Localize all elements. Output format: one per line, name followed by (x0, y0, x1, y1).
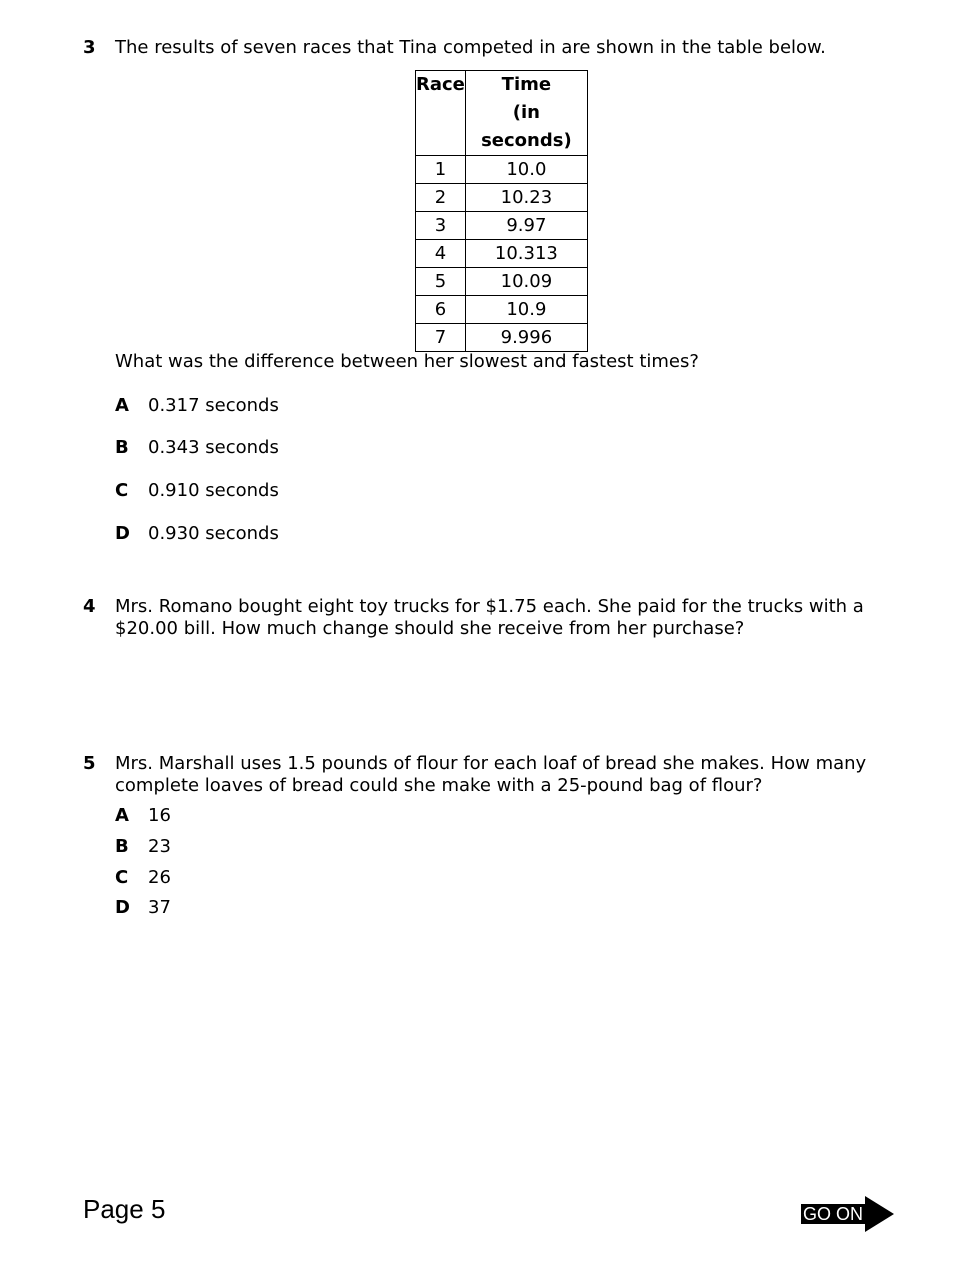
table-row (416, 156, 588, 184)
question-5-number: 5 (83, 753, 96, 774)
time-cell: 9.97 (465, 212, 587, 240)
table-row (416, 240, 588, 268)
option-value: 0.930 seconds (148, 523, 279, 544)
page-number: Page 5 (83, 1194, 166, 1224)
right-arrow-icon (865, 1196, 894, 1232)
question-3-number: 3 (83, 37, 96, 58)
option-letter: D (115, 523, 130, 544)
time-cell: 10.9 (465, 296, 587, 324)
race-cell: 3 (416, 212, 466, 240)
table-header-row (416, 71, 588, 156)
question-5-text: Mrs. Marshall uses 1.5 pounds of flour for each loaf of bread she makes. How many complete loaves of bread could she make with a 25-pound bag of flour? (115, 753, 867, 796)
race-cell: 7 (416, 324, 466, 352)
race-cell: 2 (416, 184, 466, 212)
option-letter: D (115, 897, 130, 918)
question-3-prompt: What was the difference between her slowest and fastest times? (115, 351, 699, 372)
option-letter: A (115, 395, 129, 416)
table-row (416, 324, 588, 352)
race-cell: 4 (416, 240, 466, 268)
time-cell: 10.0 (465, 156, 587, 184)
question-4-number: 4 (83, 596, 96, 617)
race-times-table (415, 70, 588, 352)
option-value: 16 (148, 805, 171, 826)
option-value: 0.317 seconds (148, 395, 279, 416)
question-3-text: The results of seven races that Tina competed in are shown in the table below. (115, 37, 826, 58)
option-letter: A (115, 805, 129, 826)
option-value: 0.343 seconds (148, 437, 279, 458)
race-cell: 5 (416, 268, 466, 296)
table-row (416, 212, 588, 240)
table-row (416, 296, 588, 324)
table-row (416, 268, 588, 296)
option-value: 0.910 seconds (148, 480, 279, 501)
time-cell: 10.23 (465, 184, 587, 212)
option-letter: B (115, 437, 129, 458)
option-letter: C (115, 867, 129, 888)
table-row (416, 184, 588, 212)
go-on-indicator (801, 1196, 894, 1232)
option-letter: C (115, 480, 129, 501)
time-cell: 10.09 (465, 268, 587, 296)
option-letter: B (115, 836, 129, 857)
header-time: Time (in seconds) (465, 71, 587, 156)
go-on-label: GO ON (803, 1204, 864, 1224)
question-4-text: Mrs. Romano bought eight toy trucks for $1.75 each. She paid for the trucks with a $20.00 bill. How much change should she receive from her purchase? (115, 596, 864, 639)
race-cell: 1 (416, 156, 466, 184)
option-value: 26 (148, 867, 171, 888)
race-cell: 6 (416, 296, 466, 324)
header-race: Race (416, 71, 466, 156)
option-value: 23 (148, 836, 171, 857)
time-cell: 9.996 (465, 324, 587, 352)
time-cell: 10.313 (465, 240, 587, 268)
option-value: 37 (148, 897, 171, 918)
